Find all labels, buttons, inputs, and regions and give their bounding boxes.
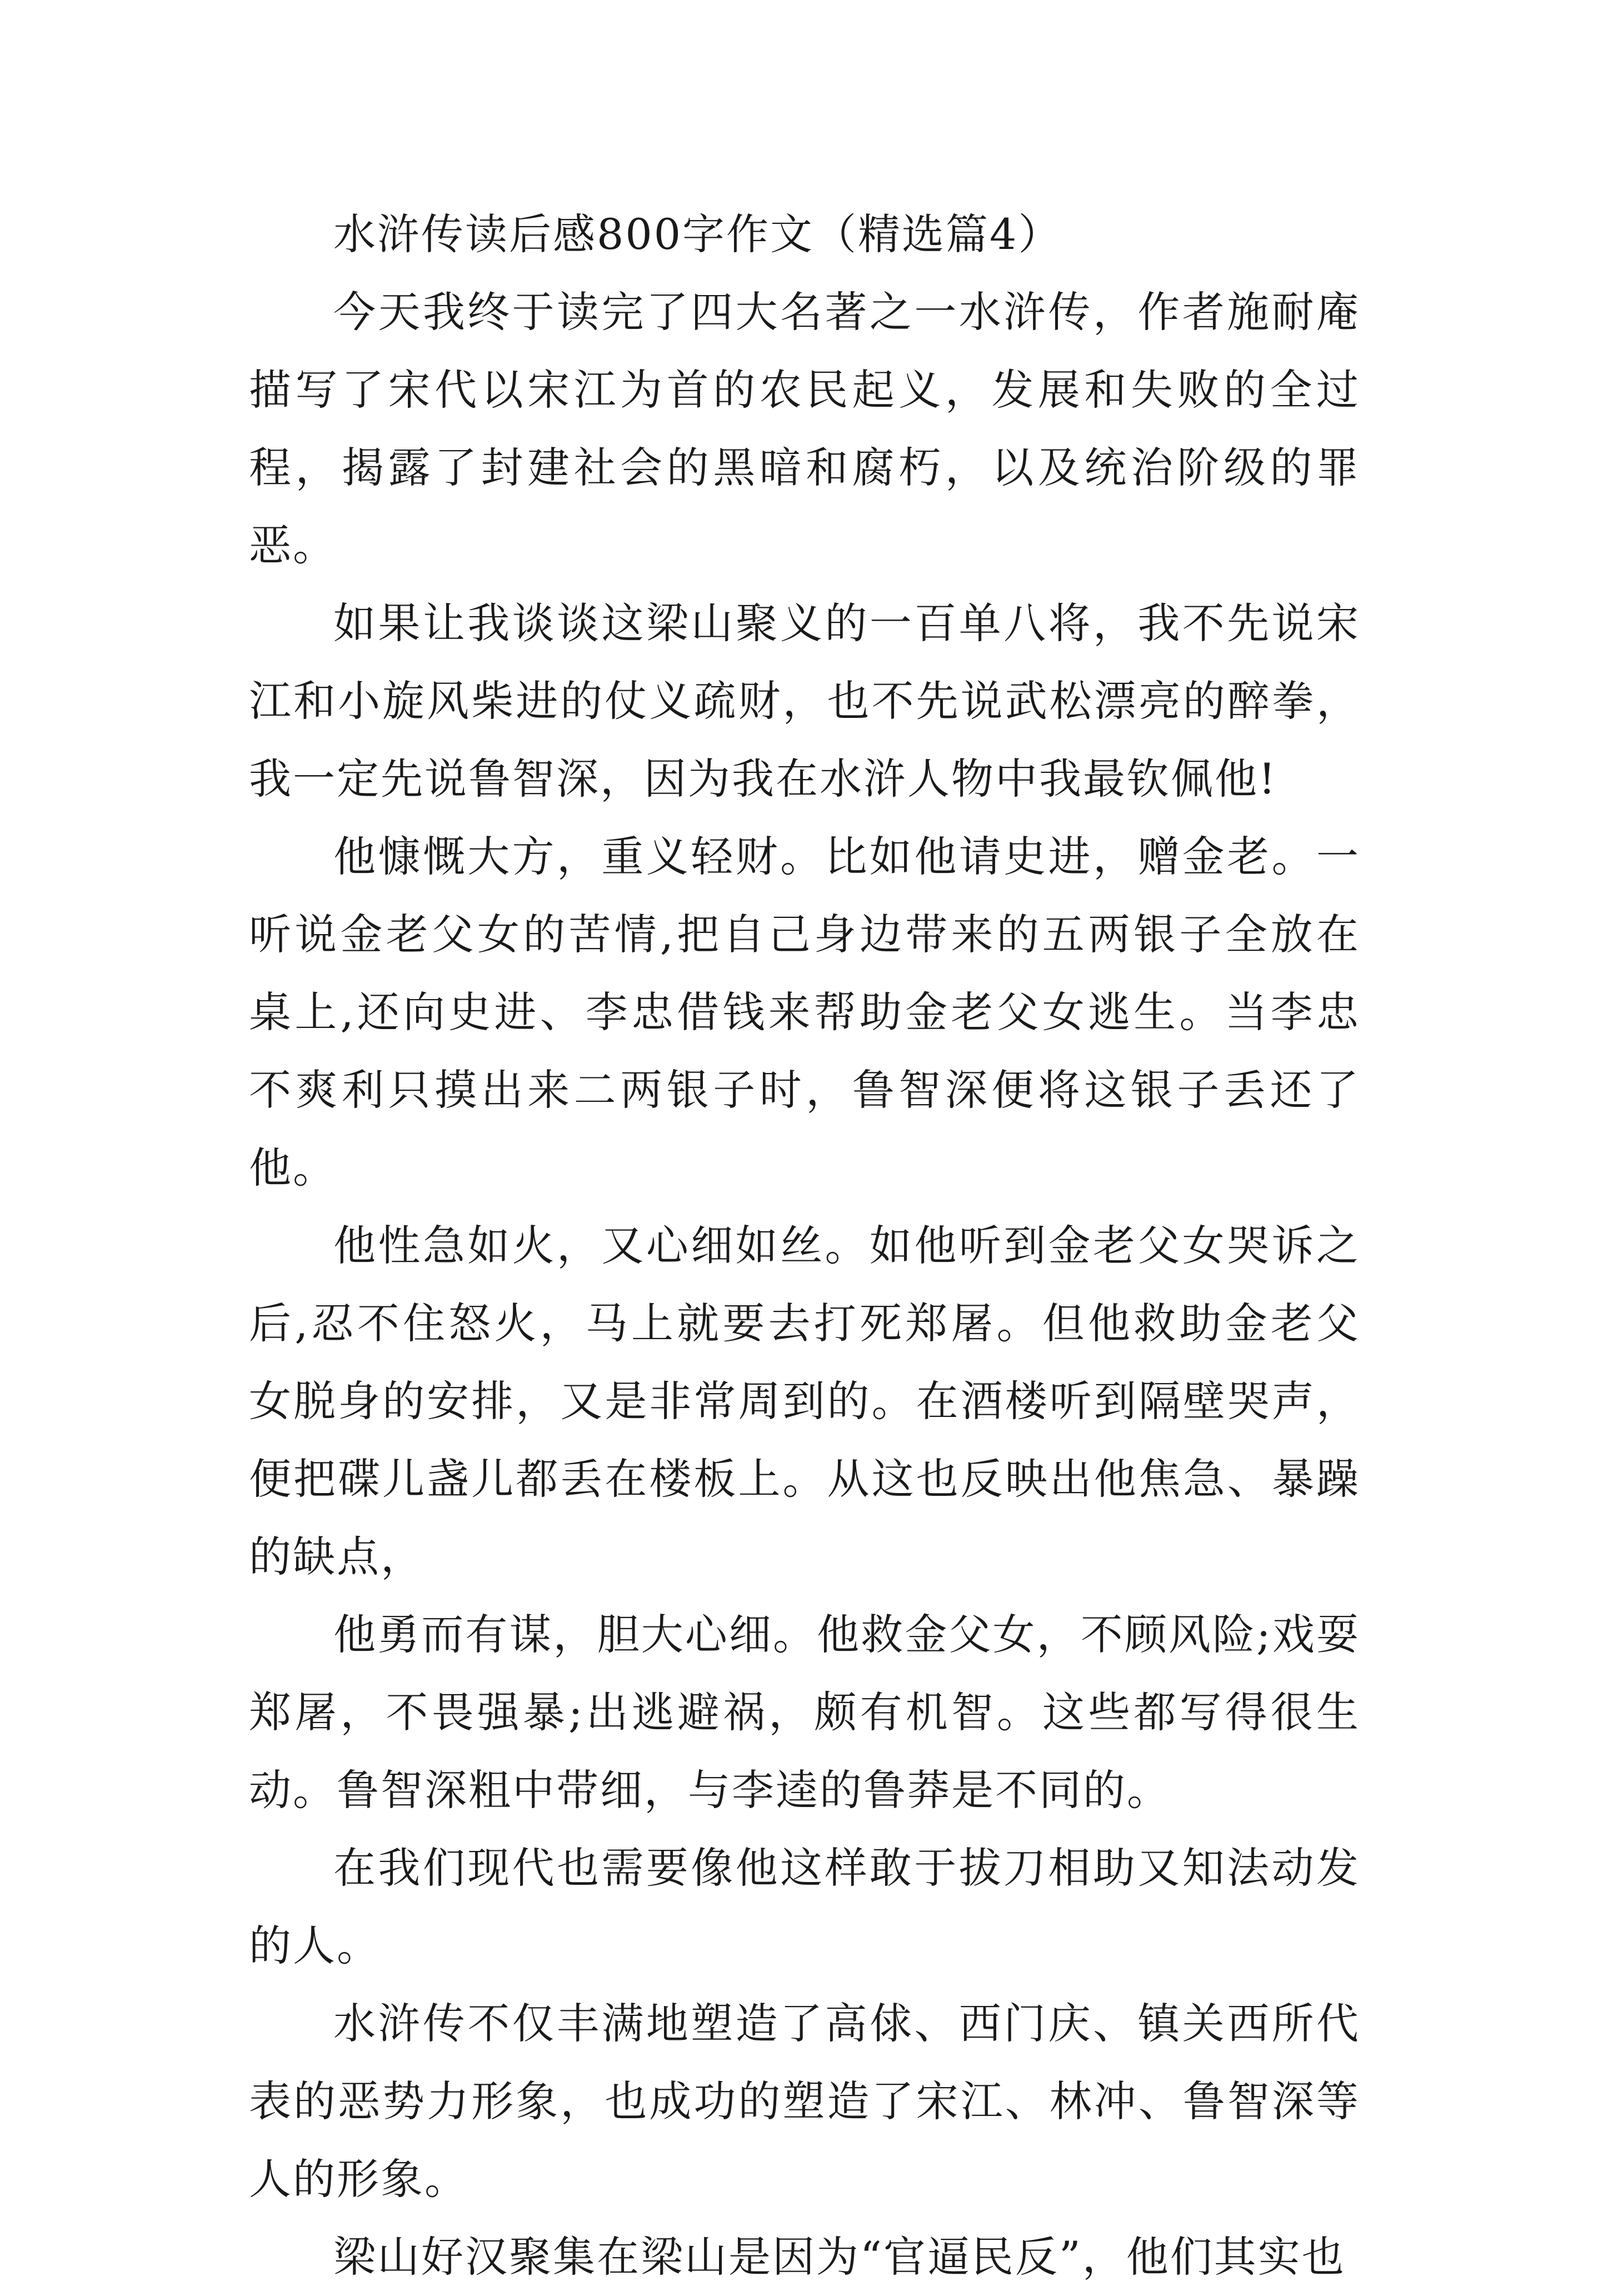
paragraph: 梁山好汉聚集在梁山是因为“官逼民反”，他们其实也	[333, 2232, 1346, 2282]
paragraph: 如果让我谈谈这梁山聚义的一百单八将，我不先说宋江和小旋风柴进的仗义疏财，也不先说武松漂亮的醉拳，我一定先说鲁智深，因为我在水浒人物中我最钦佩他!	[249, 598, 1360, 803]
paragraph: 在我们现代也需要像他这样敢于拔刀相助又知法动发的人。	[249, 1843, 1360, 1970]
paragraph: 水浒传不仅丰满地塑造了高俅、西门庆、镇关西所代表的恶势力形象，也成功的塑造了宋江、林冲、鲁智深等人的形象。	[249, 1999, 1360, 2204]
paragraph: 他慷慨大方，重义轻财。比如他请史进，赠金老。一听说金老父女的苦情,把自己身边带来的五两银子全放在桌上,还向史进、李忠借钱来帮助金老父女逃生。当李忠不爽利只摸出来二两银子时，鲁智深便将这银子丢还了他。	[249, 832, 1360, 1192]
paragraph: 他勇而有谋，胆大心细。他救金父女，不顾风险;戏耍郑屠，不畏强暴;出逃避祸，颇有机智。这些都写得很生动。鲁智深粗中带细，与李逵的鲁莽是不同的。	[249, 1610, 1360, 1815]
document-title: 水浒传读后感800字作文（精选篇4）	[333, 209, 1062, 259]
paragraph: 今天我终于读完了四大名著之一水浒传，作者施耐庵描写了宋代以宋江为首的农民起义，发展和失败的全过程，揭露了封建社会的黑暗和腐朽，以及统治阶级的罪恶。	[249, 287, 1360, 570]
paragraph: 他性急如火，又心细如丝。如他听到金老父女哭诉之后,忍不住怒火，马上就要去打死郑屠。但他救助金老父女脱身的安排，又是非常周到的。在酒楼听到隔壁哭声，便把碟儿盏儿都丢在楼板上。从这也反映出他焦急、暴躁的缺点，	[249, 1221, 1360, 1581]
document-body	[249, 196, 1360, 2296]
